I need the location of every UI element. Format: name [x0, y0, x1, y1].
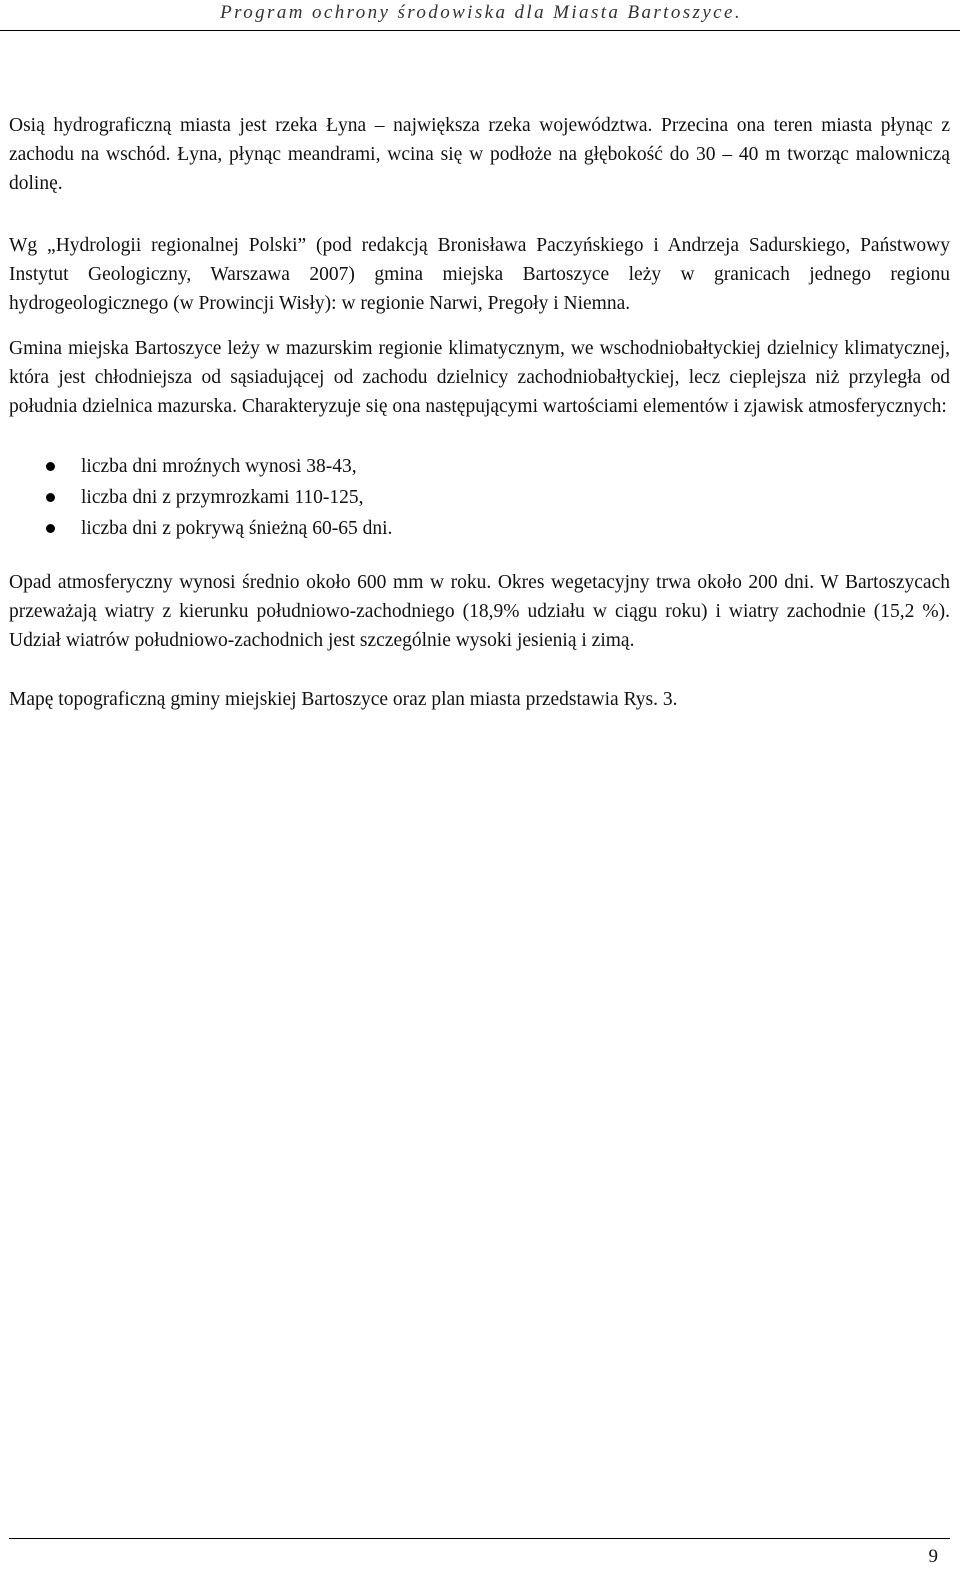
paragraph-hydrography: Osią hydrograficzną miasta jest rzeka Łyna – największa rzeka województwa. Przecina ona teren miasta płynąc z zachodu na wschód. Łyna, płynąc meandrami, wcina się w podłoże na głębokość do 30 – 40 m tworząc malowniczą dolinę.	[9, 115, 950, 194]
footer-divider	[9, 1538, 950, 1539]
list-item-text: liczba dni z pokrywą śnieżną 60-65 dni.	[81, 518, 393, 539]
bullet-icon	[46, 462, 55, 471]
bullet-icon	[46, 493, 55, 502]
paragraph-climate: Gmina miejska Bartoszyce leży w mazurskim regionie klimatycznym, we wschodniobałtyckiej dzielnicy klimatycznej, która jest chłodniejsza od sąsiadującej od zachodu dzielnicy zachodniobałtyckiej, lecz cieplejsza niż przyległa od południa dzielnica mazurska. Charakteryzuje się ona następującymi wartościami elementów i zjawisk atmosferycznych:	[9, 338, 950, 417]
climate-stats-list	[9, 451, 950, 544]
paragraph-precipitation-winds: Opad atmosferyczny wynosi średnio około 600 mm w roku. Okres wegetacyjny trwa około 200 dni. W Bartoszycach przeważają wiatry z kierunku południowo-zachodniego (18,9% udziału w ciągu roku) i wiatry zachodnie (15,2 %). Udział wiatrów południowo-zachodnich jest szczególnie wysoki jesienią i zimą.	[9, 572, 950, 651]
header-title: Program ochrony środowiska dla Miasta Bartoszyce.	[220, 2, 742, 23]
page-number: 9	[928, 1546, 938, 1567]
list-item	[9, 513, 950, 544]
page-footer	[0, 1512, 960, 1592]
bullet-icon	[46, 524, 55, 533]
list-item-text: liczba dni mroźnych wynosi 38-43,	[81, 456, 357, 477]
list-item	[9, 451, 950, 482]
document-body	[9, 111, 950, 714]
list-item-text: liczba dni z przymrozkami 110-125,	[81, 487, 364, 508]
page-header	[0, 0, 960, 31]
paragraph-map-reference: Mapę topograficzną gminy miejskiej Bartoszyce oraz plan miasta przedstawia Rys. 3.	[9, 689, 678, 710]
paragraph-hydrogeology: Wg „Hydrologii regionalnej Polski” (pod redakcją Bronisława Paczyńskiego i Andrzeja Sadurskiego, Państwowy Instytut Geologiczny, Warszawa 2007) gmina miejska Bartoszyce leży w granicach jednego regionu hydrogeologicznego (w Prowincji Wisły): w regionie Narwi, Pregoły i Niemna.	[9, 235, 950, 314]
list-item	[9, 482, 950, 513]
